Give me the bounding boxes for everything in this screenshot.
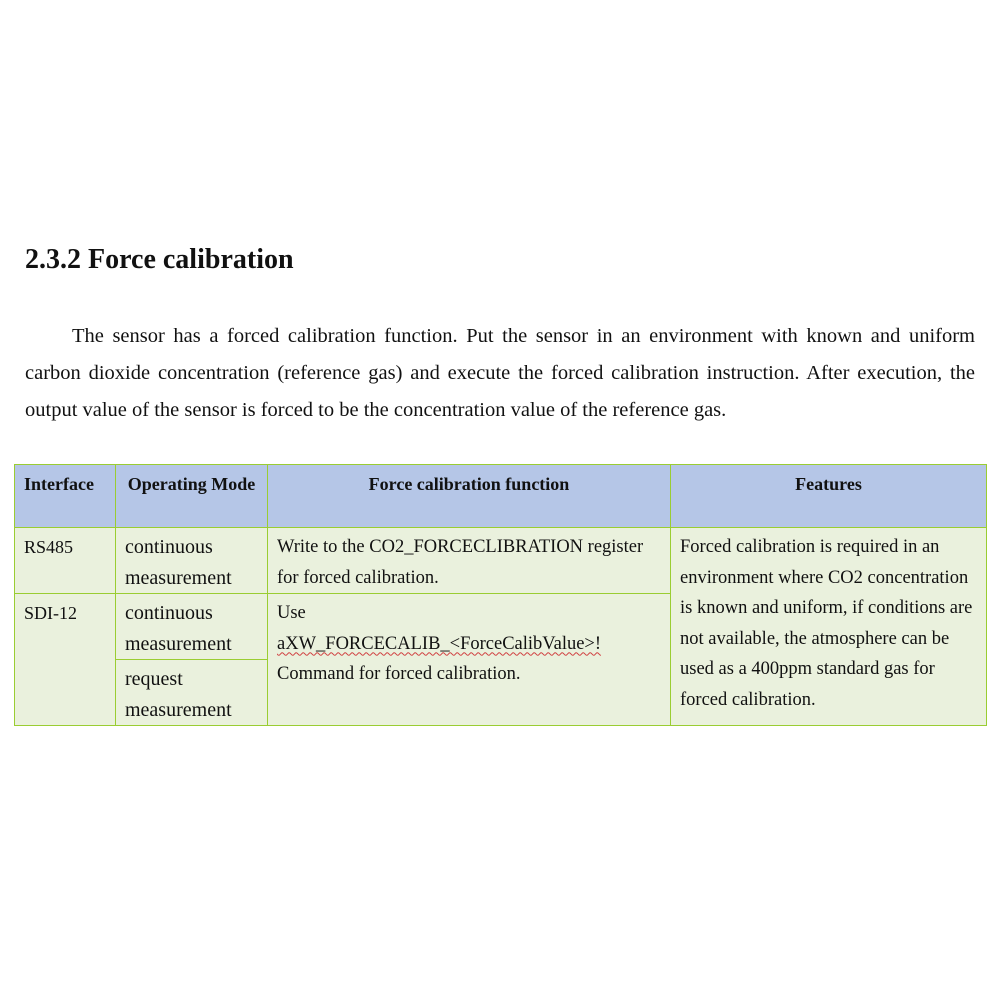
header-interface: Interface	[15, 465, 116, 528]
function-prefix: Use	[277, 603, 306, 623]
cell-function: Write to the CO2_FORCECLIBRATION register for forced calibration.	[268, 528, 671, 594]
table-header-row	[15, 465, 987, 528]
force-calibration-table	[14, 464, 987, 726]
cell-operating-mode: request measurement	[116, 660, 268, 726]
cell-function	[268, 594, 671, 726]
function-command: aXW_FORCECALIB_<ForceCalibValue>!	[277, 633, 602, 654]
header-operating-mode: Operating Mode	[116, 465, 268, 528]
cell-interface: RS485	[15, 528, 116, 594]
cell-interface: SDI-12	[15, 594, 116, 726]
table-row-rs485	[15, 528, 987, 594]
cell-operating-mode: continuous measurement	[116, 594, 268, 660]
section-paragraph: The sensor has a forced calibration function. Put the sensor in an environment with known and uniform carbon dioxide concentration (reference gas) and execute the forced calibration instruction. After execution, the output value of the sensor is forced to be the concentration value of the reference gas.	[25, 325, 975, 421]
function-suffix: Command for forced calibration.	[277, 664, 521, 684]
cell-operating-mode: continuous measurement	[116, 528, 268, 594]
section-heading: 2.3.2 Force calibration	[25, 244, 294, 275]
header-features: Features	[671, 465, 987, 528]
header-force-calibration-function: Force calibration function	[268, 465, 671, 528]
cell-features: Forced calibration is required in an environment where CO2 concentration is known and uniform, if conditions are not available, the atmosphere can be used as a 400ppm standard gas for forced calibration.	[671, 528, 987, 726]
